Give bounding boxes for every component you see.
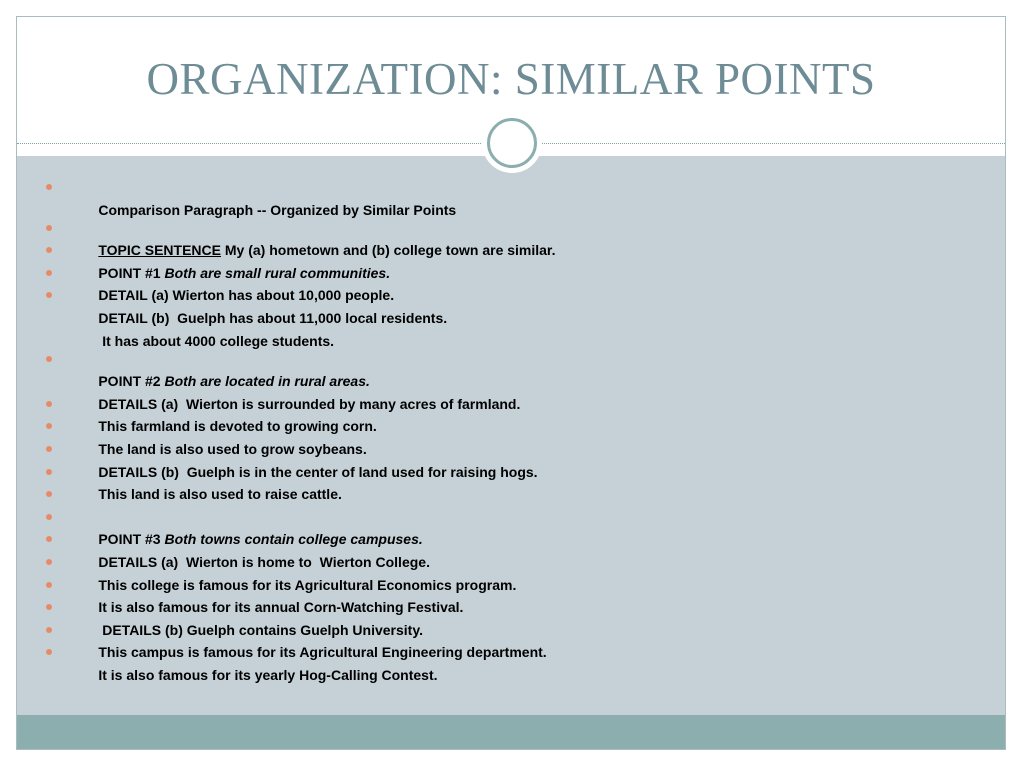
point-label: POINT #2 <box>98 373 165 390</box>
bullet-text: DETAILS (a) Wierton is home to Wierton College. <box>98 553 430 570</box>
bullet-icon <box>46 649 52 655</box>
bullet-text: DETAIL (a) Wierton has about 10,000 people. <box>98 287 395 304</box>
point-text: Both are small rural communities. <box>164 264 391 281</box>
bullet-icon <box>46 627 52 633</box>
bullet-icon <box>46 270 52 276</box>
list-item <box>43 284 983 326</box>
list-item <box>43 574 983 616</box>
list-item <box>43 551 983 593</box>
bullet-text: It is also famous for its yearly Hog-Calling Contest. <box>98 666 438 683</box>
bullet-text: This campus is famous for its Agricultural Engineering department. <box>98 644 547 661</box>
point-text: Both are located in rural areas. <box>164 373 370 390</box>
bullet-text: It is also famous for its annual Corn-Watching Festival. <box>98 599 464 616</box>
bullet-icon <box>46 292 52 298</box>
list-item <box>43 217 983 259</box>
bullet-icon <box>46 247 52 253</box>
bullet-text: This farmland is devoted to growing corn. <box>98 418 377 435</box>
list-item <box>43 370 983 412</box>
list-item <box>43 239 983 281</box>
slide-title: ORGANIZATION: SIMILAR POINTS <box>146 54 876 104</box>
list-item <box>43 461 983 503</box>
list-item <box>43 176 983 218</box>
bullet-icon <box>46 582 52 588</box>
bullet-icon <box>46 514 52 520</box>
bullet-text: DETAILS (b) Guelph contains Guelph University. <box>98 621 423 638</box>
list-item <box>43 596 983 638</box>
point-text: Both towns contain college campuses. <box>164 531 423 548</box>
list-item <box>43 619 983 661</box>
bullet-text: Comparison Paragraph -- Organized by Similar Points <box>98 201 457 218</box>
bullet-icon <box>46 469 52 475</box>
bullet-icon <box>46 401 52 407</box>
bullet-icon <box>46 536 52 542</box>
list-item <box>43 483 983 506</box>
bullet-text: DETAIL (b) Guelph has about 11,000 local residents. <box>98 309 448 326</box>
topic-sentence-label: TOPIC SENTENCE <box>98 242 221 259</box>
bullet-text: My (a) hometown and (b) college town are similar. <box>221 242 556 259</box>
circle-ring-icon <box>487 118 537 168</box>
list-item <box>43 348 983 390</box>
bullet-text: It has about 4000 college students. <box>98 332 335 349</box>
bullet-text: DETAILS (b) Guelph is in the center of land used for raising hogs. <box>98 463 538 480</box>
bullet-icon <box>46 446 52 452</box>
list-item <box>43 506 983 548</box>
bullet-text: This college is famous for its Agricultural Economics program. <box>98 576 517 593</box>
list-item <box>43 528 983 570</box>
list-item <box>43 307 983 349</box>
bullet-icon <box>46 491 52 497</box>
list-item <box>43 393 983 435</box>
point-label: POINT #1 <box>98 264 165 281</box>
bullet-icon <box>46 604 52 610</box>
bullet-icon <box>46 423 52 429</box>
bullet-list <box>43 176 983 683</box>
footer-band <box>17 715 1005 749</box>
bullet-text: This land is also used to raise cattle. <box>98 486 342 503</box>
list-item <box>43 641 983 683</box>
list-item <box>43 438 983 480</box>
bullet-icon <box>46 225 52 231</box>
bullet-text: The land is also used to grow soybeans. <box>98 440 367 457</box>
list-item <box>43 415 983 457</box>
bullet-text: DETAILS (a) Wierton is surrounded by many acres of farmland. <box>98 395 521 412</box>
bullet-icon <box>46 559 52 565</box>
list-item <box>43 262 983 304</box>
slide <box>16 16 1006 750</box>
point-label: POINT #3 <box>98 531 165 548</box>
bullet-icon <box>46 356 52 362</box>
bullet-icon <box>46 184 52 190</box>
